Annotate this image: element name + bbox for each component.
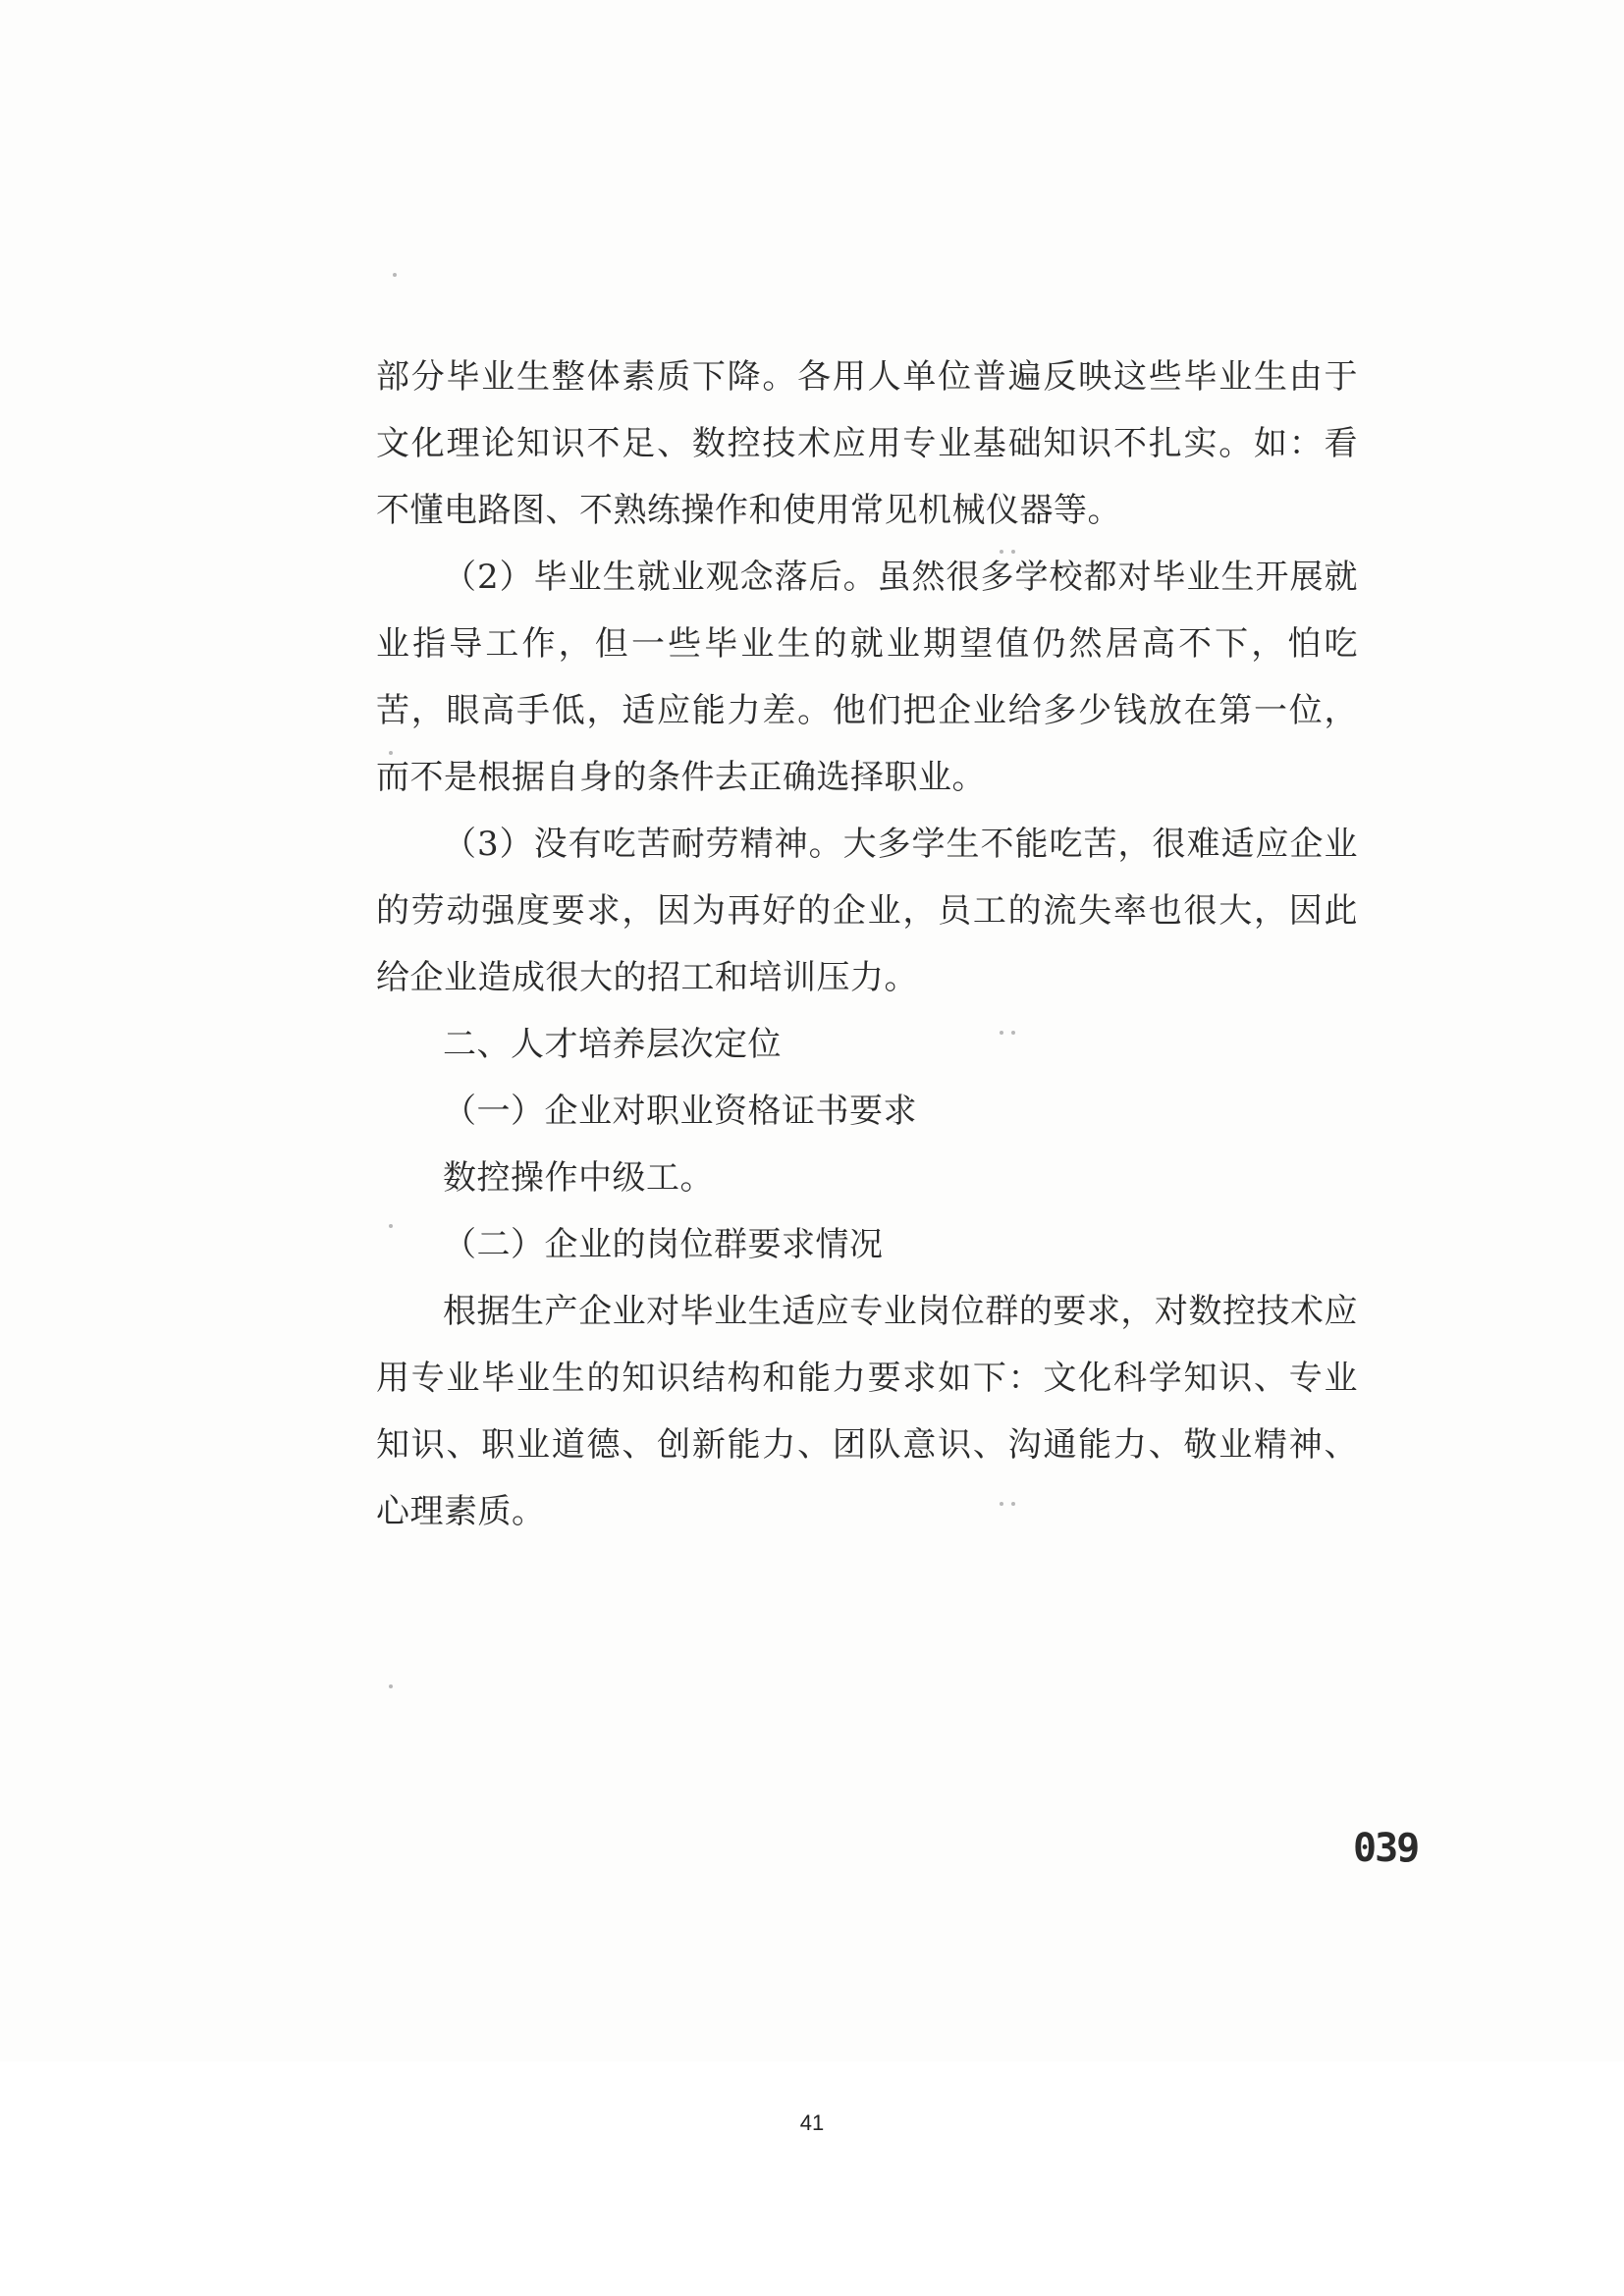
- scan-speck: [393, 273, 397, 277]
- paragraph-quality-decline: 部分毕业生整体素质下降。各用人单位普遍反映这些毕业生由于文化理论知识不足、数控技术应用专业基础知识不扎实。如：看不懂电路图、不熟练操作和使用常见机械仪器等。: [376, 357, 1358, 530]
- body-text: [376, 344, 1358, 1545]
- paragraph-employment-concept: （2）毕业生就业观念落后。虽然很多学校都对毕业生开展就业指导工作，但一些毕业生的就业期望值仍然居高不下，怕吃苦，眼高手低，适应能力差。他们把企业给多少钱放在第一位，而不是根据自身的条件去正确选择职业。: [376, 558, 1358, 797]
- section-heading-talent-level: 二、人才培养层次定位: [443, 1025, 782, 1064]
- scan-speck: [389, 1684, 393, 1688]
- paragraph-knowledge-requirements: 根据生产企业对毕业生适应专业岗位群的要求，对数控技术应用专业毕业生的知识结构和能力要求如下：文化科学知识、专业知识、职业道德、创新能力、团队意识、沟通能力、敬业精神、心理素质。: [376, 1292, 1358, 1531]
- stamped-page-number: 039: [1353, 1826, 1419, 1871]
- paragraph-cnc-level: 数控操作中级工。: [443, 1158, 714, 1198]
- subsection-heading-certificate: （一）企业对职业资格证书要求: [443, 1092, 917, 1131]
- page-number: 41: [799, 2110, 825, 2135]
- paragraph-hardship-spirit: （3）没有吃苦耐劳精神。大多学生不能吃苦，很难适应企业的劳动强度要求，因为再好的企业，员工的流失率也很大，因此给企业造成很大的招工和培训压力。: [376, 825, 1358, 997]
- subsection-heading-job-group: （二）企业的岗位群要求情况: [443, 1225, 884, 1264]
